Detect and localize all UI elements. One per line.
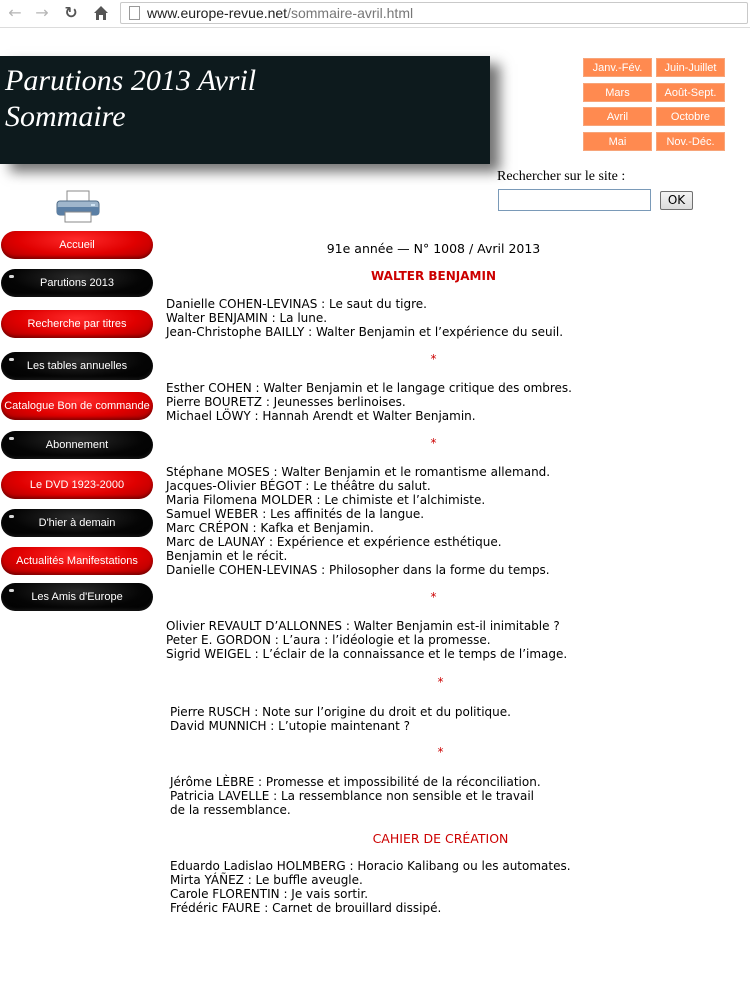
sidebar-item-parutions-2013[interactable] (1, 269, 153, 297)
sidebar-item-actualites[interactable] (1, 547, 153, 575)
month-link-janv-fev[interactable]: Janv.-Fév. (583, 58, 652, 77)
toc-entry: Carole FLORENTIN : Je vais sortir. (170, 887, 369, 901)
sidebar-item-label: Recherche par titres (27, 318, 127, 330)
section-title: WALTER BENJAMIN (370, 269, 497, 283)
month-link-nov-dec[interactable]: Nov.-Déc. (656, 132, 725, 151)
address-bar[interactable] (120, 2, 748, 24)
sidebar-item-label: Le DVD 1923-2000 (29, 479, 125, 491)
home-icon[interactable] (90, 3, 112, 23)
page-title (5, 63, 256, 135)
toc-entry: Patricia LAVELLE : La ressemblance non sensible et le travail (170, 789, 535, 803)
sidebar-item-dvd[interactable] (1, 471, 153, 499)
issue-number: 91e année — N° 1008 / Avril 2013 (326, 241, 541, 256)
toc-entry: de la ressemblance. (170, 803, 291, 817)
sidebar-item-tables-annuelles[interactable] (1, 352, 153, 380)
sidebar-item-recherche-titres[interactable] (1, 310, 153, 338)
toc-entry: Esther COHEN : Walter Benjamin et le langage critique des ombres. (166, 381, 572, 395)
forward-arrow-icon[interactable]: → (35, 3, 49, 22)
month-link-mars[interactable]: Mars (583, 83, 652, 102)
bullet-icon (9, 437, 14, 440)
sidebar-item-label: Parutions 2013 (40, 277, 114, 289)
sidebar-item-amis-europe[interactable] (1, 583, 153, 611)
month-link-juin-juillet[interactable]: Juin-Juillet (656, 58, 725, 77)
toc-entry: Jacques-Olivier BÉGOT : Le théâtre du salut. (166, 479, 431, 493)
toc-entry: David MUNNICH : L’utopie maintenant ? (170, 719, 410, 733)
sidebar-item-label: Accueil (59, 239, 95, 251)
printer-icon[interactable] (55, 190, 101, 224)
toc-entry: Marc de LAUNAY : Expérience et expérience esthétique. (166, 535, 502, 549)
month-link-octobre[interactable]: Octobre (656, 107, 725, 126)
section-separator: * (437, 745, 444, 759)
bullet-icon (9, 275, 14, 278)
toc-entry: Frédéric FAURE : Carnet de brouillard dissipé. (170, 901, 442, 915)
month-link-aout-sept[interactable]: Août-Sept. (656, 83, 725, 102)
url-path: /sommaire-avril.html (287, 5, 414, 21)
toc-entry: Pierre BOURETZ : Jeunesses berlinoises. (166, 395, 406, 409)
section-separator: * (430, 352, 437, 366)
page-title-line2: Sommaire (5, 100, 126, 133)
toc-entry: Olivier REVAULT D’ALLONNES : Walter Benjamin est-il inimitable ? (166, 619, 560, 633)
toc-entry: Sigrid WEIGEL : L’éclair de la connaissance et le temps de l’image. (166, 647, 568, 661)
page-icon (129, 6, 140, 20)
toc-entry: Mirta YÁÑEZ : Le buffle aveugle. (170, 873, 363, 887)
page-title-line1: Parutions 2013 Avril (5, 64, 257, 97)
bullet-icon (9, 589, 14, 592)
month-link-avril[interactable]: Avril (583, 107, 652, 126)
toc-entry: Danielle COHEN-LEVINAS : Le saut du tigre. (166, 297, 427, 311)
toc-entry: Walter BENJAMIN : La lune. (166, 311, 328, 325)
toc-entry: Benjamin et le récit. (166, 549, 288, 563)
section-separator: * (430, 436, 437, 450)
page-banner (0, 56, 490, 164)
toc-entry: Danielle COHEN-LEVINAS : Philosopher dans la forme du temps. (166, 563, 550, 577)
bullet-icon (9, 358, 14, 361)
toc-entry: Marc CRÉPON : Kafka et Benjamin. (166, 521, 374, 535)
toc-entry: Maria Filomena MOLDER : Le chimiste et l’alchimiste. (166, 493, 486, 507)
toc-entry: Eduardo Ladislao HOLMBERG : Horacio Kalibang ou les automates. (170, 859, 571, 873)
url-text (147, 5, 413, 21)
month-link-mai[interactable]: Mai (583, 132, 652, 151)
toc-entry: Samuel WEBER : Les affinités de la langue. (166, 507, 425, 521)
sidebar-item-label: Les Amis d'Europe (31, 591, 123, 603)
cahier-title: CAHIER DE CRÉATION (372, 831, 509, 846)
search-input[interactable] (498, 189, 651, 211)
sidebar-item-label: Actualités Manifestations (16, 555, 138, 567)
section-separator: * (430, 590, 437, 604)
toc-entry: Peter E. GORDON : L’aura : l’idéologie et la promesse. (166, 633, 491, 647)
browser-toolbar (0, 0, 750, 28)
toc-entry: Stéphane MOSES : Walter Benjamin et le romantisme allemand. (166, 465, 551, 479)
sidebar-item-label: Les tables annuelles (26, 360, 128, 372)
reload-icon[interactable]: ↻ (64, 3, 78, 22)
toc-entry: Jean-Christophe BAILLY : Walter Benjamin et l’expérience du seuil. (166, 325, 564, 339)
toc-entry: Pierre RUSCH : Note sur l’origine du droit et du politique. (170, 705, 511, 719)
sidebar-item-accueil[interactable] (1, 231, 153, 259)
bullet-icon (9, 515, 14, 518)
sidebar-item-hier-demain[interactable] (1, 509, 153, 537)
sidebar-item-abonnement[interactable] (1, 431, 153, 459)
toc-entry: Jérôme LÈBRE : Promesse et impossibilité de la réconciliation. (170, 775, 541, 789)
section-separator: * (437, 675, 444, 689)
search-ok-button[interactable]: OK (660, 191, 693, 210)
toc-entry: Michael LÖWY : Hannah Arendt et Walter Benjamin. (166, 409, 476, 423)
sidebar-item-catalogue[interactable] (1, 392, 153, 420)
back-arrow-icon[interactable]: ← (8, 3, 22, 22)
sidebar-item-label: Catalogue Bon de commande (4, 400, 150, 412)
sidebar-item-label: Abonnement (45, 439, 109, 451)
sidebar-item-label: D'hier à demain (38, 517, 116, 529)
search-label: Rechercher sur le site : (497, 169, 626, 184)
url-host: www.europe-revue.net (147, 5, 288, 21)
